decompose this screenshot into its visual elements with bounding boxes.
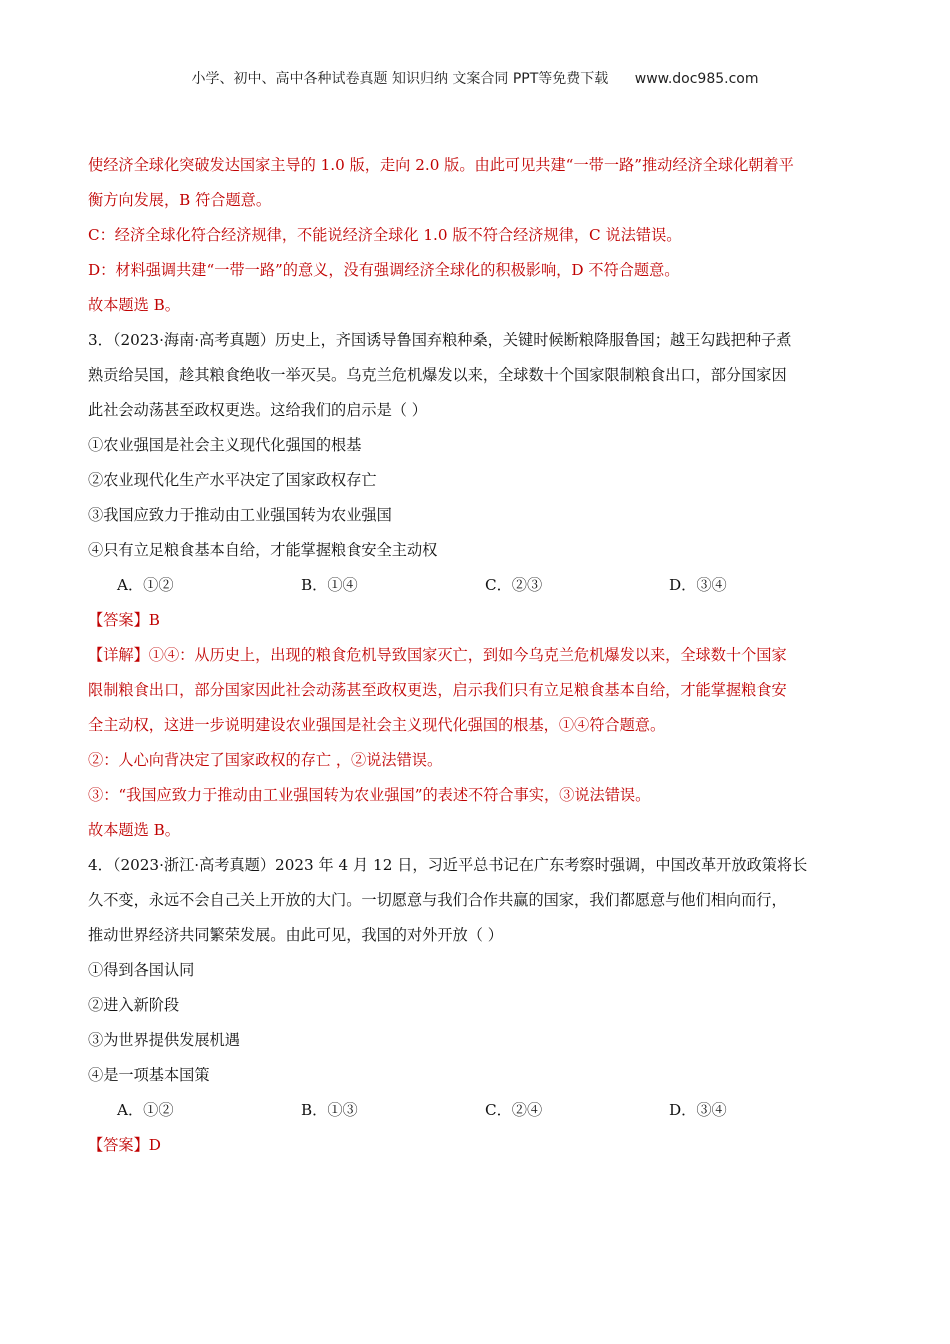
q3-stem-line: 此社会动荡甚至政权更迭。这给我们的启示是（ ） [88,401,427,419]
q3-statement: ①农业强国是社会主义现代化强国的根基 [88,436,362,454]
q3-conclusion: 故本题选 B。 [88,821,180,839]
page-header [0,68,950,88]
header-site-link[interactable]: www.doc985.com [634,71,759,87]
q3-options [88,568,870,603]
q3-explain-line: 【详解】①④：从历史上，出现的粮食危机导致国家灭亡，到如今乌克兰危机爆发以来，全球数十个国家 [88,646,787,664]
q4-option-c: C．②④ [485,1101,543,1119]
q4-statement: ③为世界提供发展机遇 [88,1031,240,1049]
q4-stem-line: 久不变，永远不会自己关上开放的大门。一切愿意与我们合作共赢的国家，我们都愿意与他们相向而行， [88,891,787,909]
q3-explain-line: ②：人心向背决定了国家政权的存亡 ，②说法错误。 [88,751,443,769]
prev-explain-d: D：材料强调共建“一带一路”的意义，没有强调经济全球化的积极影响，D 不符合题意。 [88,261,680,279]
q4-option-b: B．①③ [301,1101,358,1119]
q3-option-c: C．②③ [485,576,543,594]
q3-stem-line: 熟贡给吴国，趁其粮食绝收一举灭吴。乌克兰危机爆发以来，全球数十个国家限制粮食出口，部分国家因 [88,366,787,384]
q3-statement: ④只有立足粮食基本自给，才能掌握粮食安全主动权 [88,541,438,559]
q4-stem-line: 推动世界经济共同繁荣发展。由此可见，我国的对外开放（ ） [88,926,503,944]
q4-answer: 【答案】D [88,1136,161,1154]
document-body [88,148,870,1163]
prev-explain-c: C：经济全球化符合经济规律，不能说经济全球化 1.0 版不符合经济规律，C 说法错误。 [88,226,682,244]
q4-options [88,1093,870,1128]
q3-statement: ②农业现代化生产水平决定了国家政权存亡 [88,471,377,489]
q3-stem-line: 3．（2023·海南·高考真题）历史上，齐国诱导鲁国弃粮种桑，关键时候断粮降服鲁国；越王勾践把种子煮 [88,331,792,349]
q3-explain-line: 限制粮食出口，部分国家因此社会动荡甚至政权更迭，启示我们只有立足粮食基本自给，才能掌握粮食安 [88,681,787,699]
q4-option-a: A．①② [117,1101,174,1119]
q3-option-d: D．③④ [669,576,727,594]
prev-explain-line: 使经济全球化突破发达国家主导的 1.0 版，走向 2.0 版。由此可见共建“一带一路”推动经济全球化朝着平 [88,156,794,174]
q4-option-d: D．③④ [669,1101,727,1119]
header-text: 小学、初中、高中各种试卷真题 知识归纳 文案合同 PPT等免费下载 [191,71,609,87]
prev-conclusion: 故本题选 B。 [88,296,180,314]
q4-statement: ②进入新阶段 [88,996,180,1014]
q3-explain-line: 全主动权，这进一步说明建设农业强国是社会主义现代化强国的根基，①④符合题意。 [88,716,666,734]
q4-statement: ①得到各国认同 [88,961,195,979]
q4-statement: ④是一项基本国策 [88,1066,210,1084]
q3-explain-line: ③：“我国应致力于推动由工业强国转为农业强国”的表述不符合事实，③说法错误。 [88,786,651,804]
q3-option-b: B．①④ [301,576,358,594]
q3-answer: 【答案】B [88,611,160,629]
prev-explain-line: 衡方向发展，B 符合题意。 [88,191,272,209]
q4-stem-line: 4．（2023·浙江·高考真题）2023 年 4 月 12 日，习近平总书记在广东考察时强调，中国改革开放政策将长 [88,856,808,874]
q3-statement: ③我国应致力于推动由工业强国转为农业强国 [88,506,392,524]
q3-option-a: A．①② [117,576,174,594]
